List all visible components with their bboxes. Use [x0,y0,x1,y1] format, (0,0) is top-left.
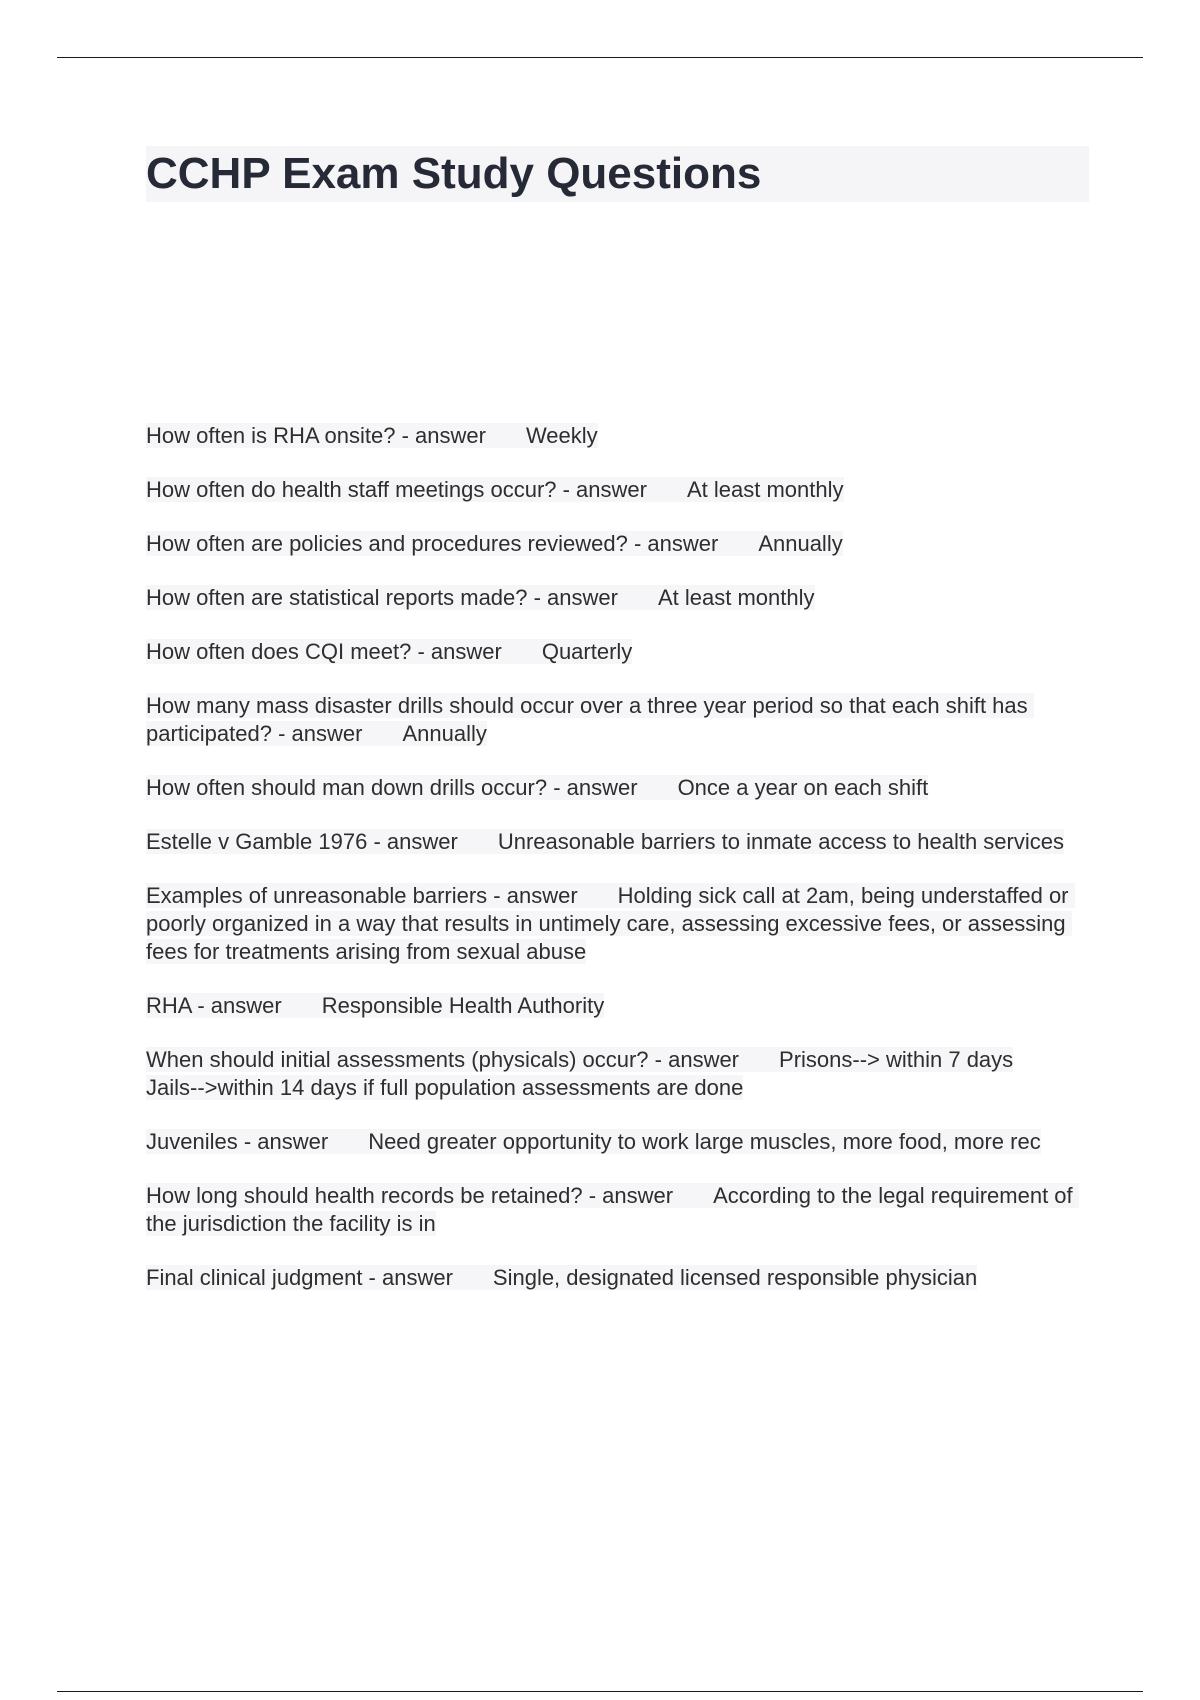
answer-text: Single, designated licensed responsible physician [492,1265,978,1290]
qa-item [146,992,1096,1020]
question-text: How often are policies and procedures reviewed? - answer [146,531,719,556]
qa-item [146,1046,1096,1102]
question-text: When should initial assessments (physicals) occur? - answer [146,1047,740,1072]
qa-item [146,638,1096,666]
qa-item [146,882,1096,966]
page-title: CCHP Exam Study Questions [146,149,762,198]
top-rule [57,57,1143,58]
question-text: How often are statistical reports made? - answer [146,585,618,610]
bottom-rule [57,1691,1143,1692]
answer-text: Holding sick call at 2am, being understaffed or poorly organized in a way that results in untimely care, assessing excessive fees, or assessing fees for treatments arising from sexual abuse [146,883,1075,964]
answer-text: Weekly [525,423,598,448]
question-text: How often is RHA onsite? - answer [146,423,486,448]
qa-item [146,422,1096,450]
question-text: Juveniles - answer [146,1129,329,1154]
answer-text: According to the legal requirement of the jurisdiction the facility is in [146,1183,1079,1236]
qa-item [146,828,1096,856]
answer-text: Unreasonable barriers to inmate access to health services [497,829,1064,854]
question-text: How many mass disaster drills should occur over a three year period so that each shift has participated? - answer [146,693,1034,746]
question-text: How often does CQI meet? - answer [146,639,502,664]
question-text: Final clinical judgment - answer [146,1265,453,1290]
question-text: How often do health staff meetings occur? - answer [146,477,647,502]
qa-list [146,422,1096,1318]
answer-text: At least monthly [686,477,844,502]
answer-text: Once a year on each shift [677,775,929,800]
answer-text: Quarterly [541,639,633,664]
answer-text: Need greater opportunity to work large muscles, more food, more rec [368,1129,1041,1154]
qa-item [146,1128,1096,1156]
qa-item [146,692,1096,748]
answer-text: Prisons--> within 7 days Jails-->within 14 days if full population assessments are done [146,1047,1014,1100]
answer-text: Responsible Health Authority [321,993,605,1018]
qa-item [146,1264,1096,1292]
qa-item [146,584,1096,612]
question-text: How often should man down drills occur? - answer [146,775,638,800]
answer-text: Annually [402,721,487,746]
question-text: Examples of unreasonable barriers - answer [146,883,578,908]
qa-item [146,476,1096,504]
answer-text: At least monthly [657,585,815,610]
question-text: RHA - answer [146,993,282,1018]
qa-item [146,774,1096,802]
answer-text: Annually [758,531,843,556]
question-text: Estelle v Gamble 1976 - answer [146,829,458,854]
qa-item [146,1182,1096,1238]
qa-item [146,530,1096,558]
question-text: How long should health records be retained? - answer [146,1183,674,1208]
